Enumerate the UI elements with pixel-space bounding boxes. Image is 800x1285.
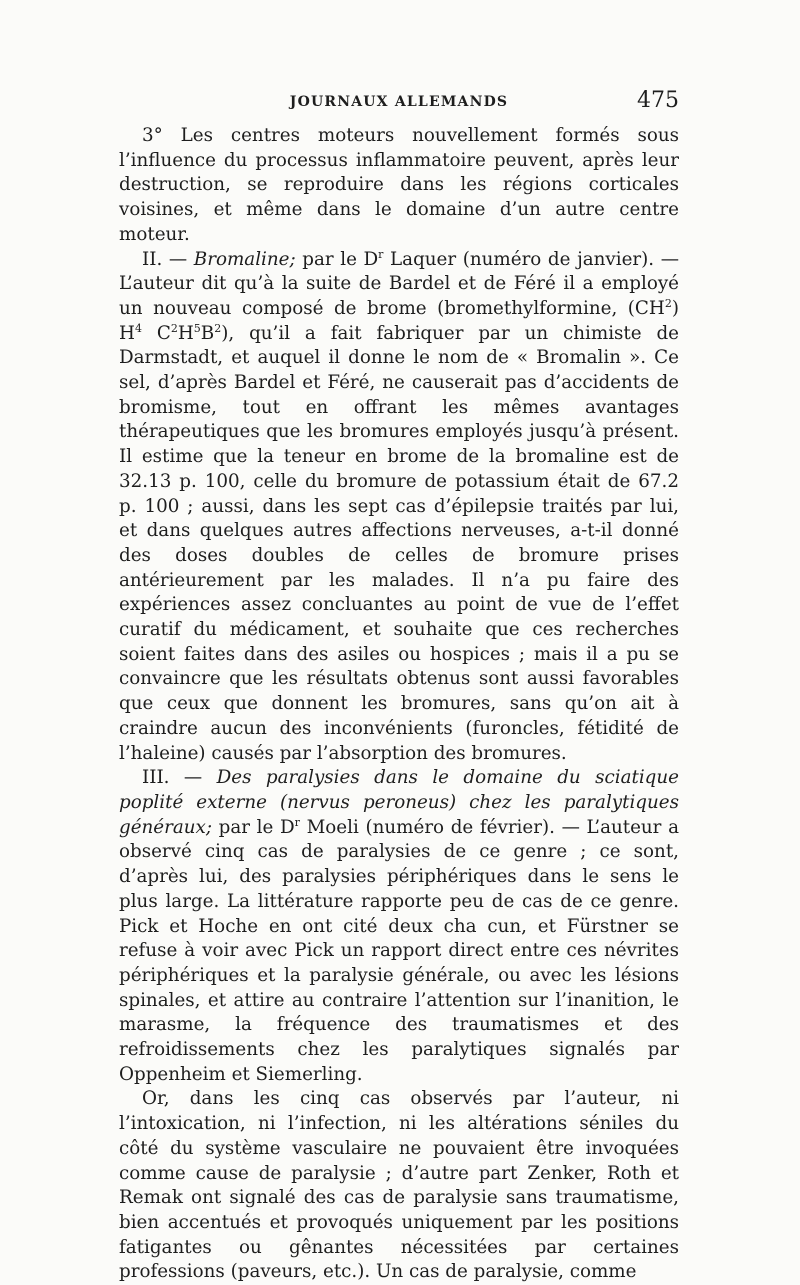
formula-index: 5 (193, 321, 201, 335)
formula-index: 2 (664, 296, 672, 310)
author-prefix: par le D (295, 248, 379, 270)
running-title: JOURNAUX ALLEMANDS (289, 94, 509, 110)
author-prefix: par le D (212, 816, 295, 838)
formula-index: 2 (170, 321, 178, 335)
body-text (119, 124, 679, 1285)
page-number: 475 (637, 88, 679, 113)
formula-text: B (200, 322, 215, 344)
formula-index: 2 (214, 321, 222, 335)
paragraph-text: Laquer (numéro de janvier). — L’auteur dit qu’à la suite de Bardel et de Féré il a employé un nouveau composé de brome (bromethylformine, (CH (119, 248, 679, 319)
paragraph-1: 3° Les centres moteurs nouvellement formés sous l’influence du processus inflammatoire peuvent, après leur destruction, se reproduire dans les régions corticales voisines, et même dans le domaine d’un autre centre moteur. (119, 125, 679, 245)
section-title: Des paralysies dans le domaine du sciatique poplité externe ( (119, 767, 679, 813)
paragraph-3 (119, 766, 679, 1087)
formula-text: H (177, 322, 194, 344)
section-title: ) chez les paralytiques généraux; (119, 791, 679, 838)
doctor-superscript: r (294, 815, 300, 829)
paragraph-text: ), qu’il a fait fabriquer par un chimiste de Darmstadt, et auquel il donne le nom de « Bromalin ». Ce sel, d’après Bardel et Féré, ne causerait pas d’accidents de bromisme, tout en offrant les mêmes avantages thérapeutiques que les bromures employés jusqu’à présent. Il estime que la teneur en brome de la bromaline est de 32.13 p. 100, celle du bromure de potassium était de 67.2 p. 100 ; aussi, dans les sept cas d’épilepsie traités par lui, et dans quelques autres affections nerveuses, a-t-il donné des doses doubles de celles de bromure prises antérieurement par les malades. Il n’a pu faire des expériences assez concluantes au point de vue de l’effet curatif du médicament, et souhaite que ces recherches soient faites dans des asiles ou hospices ; mais il a pu se convaincre que les résultats obtenus sont aussi favorables que ceux que donnent les bromures, sans qu’on ait à craindre aucun des inconvénients (furoncles, fétidité de l’haleine) causés par l’absorption des bromures. (119, 322, 680, 764)
book-page (119, 88, 679, 1285)
doctor-superscript: r (378, 247, 384, 261)
formula-index: 4 (134, 321, 142, 335)
paragraph-text: Moeli (numéro de février). — L’auteur a observé cinq cas de paralysies de ce genre ; ce sont, d’après lui, des paralysies périphériques dans le sens le plus large. La littérature rapporte peu de cas de ce genre. Pick et Hoche en ont cité deux cha cun, et Fürstner se refuse à voir avec Pick un rapport direct entre ces névrites périphériques et la paralysie générale, ou avec les lésions spinales, et attire au contraire l’attention sur l’inanition, le marasme, la fréquence des traumatismes et des refroidissements chez les paralytiques signalés par Oppenheim et Siemerling. (119, 816, 679, 1085)
paragraph-4: Or, dans les cinq cas observés par l’auteur, ni l’intoxication, ni l’infection, ni les altérations séniles du côté du système vasculaire ne pouvaient être invoquées comme cause de paralysie ; d’autre part Zenker, Roth et Remak ont signalé des cas de paralysie sans traumatisme, bien accentués et provoqués uniquement par les positions fatigantes ou gênantes nécessitées par certaines professions (paveurs, etc.). Un cas de paralysie, comme (119, 1088, 679, 1283)
paragraph-2 (119, 248, 679, 767)
section-title: Bromaline; (193, 248, 296, 270)
section-number: II. — (142, 248, 194, 270)
formula-text: ) H (119, 297, 679, 344)
section-number: III. — (142, 767, 217, 789)
formula-text: C (141, 322, 171, 344)
running-head (119, 88, 679, 118)
section-title-latin: nervus peroneus (287, 791, 449, 813)
